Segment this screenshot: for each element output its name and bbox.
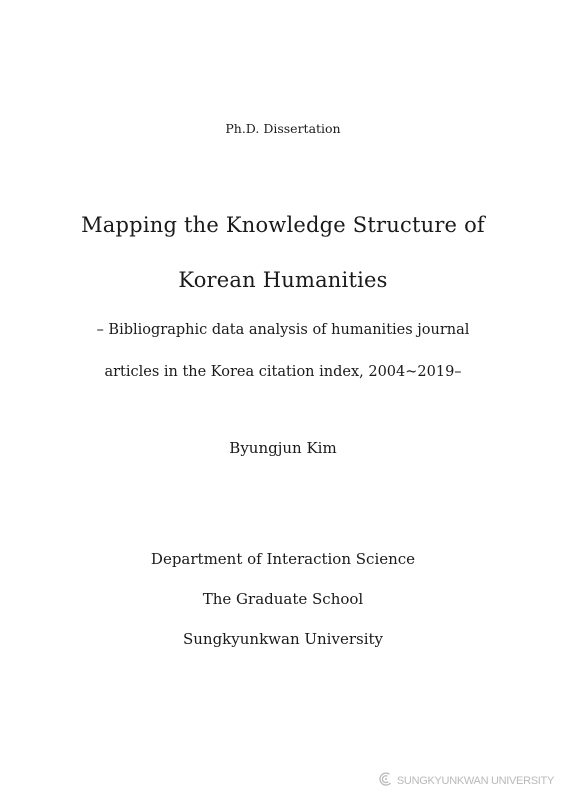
title-line-2: Korean Humanities xyxy=(178,268,388,292)
degree-label: Ph.D. Dissertation xyxy=(225,121,341,136)
university-watermark xyxy=(378,771,554,790)
watermark-text: SUNGKYUNKWAN UNIVERSITY xyxy=(396,774,554,787)
department-name: Department of Interaction Science xyxy=(150,550,416,568)
university-name: Sungkyunkwan University xyxy=(182,630,383,648)
university-emblem-icon xyxy=(378,771,394,790)
school-name: The Graduate School xyxy=(202,590,364,608)
subtitle-line-2: articles in the Korea citation index, 2004~2019– xyxy=(104,364,462,380)
author-name: Byungjun Kim xyxy=(229,439,337,457)
title-line-1: Mapping the Knowledge Structure of xyxy=(81,213,485,237)
subtitle-line-1: – Bibliographic data analysis of humanities journal xyxy=(96,322,470,338)
